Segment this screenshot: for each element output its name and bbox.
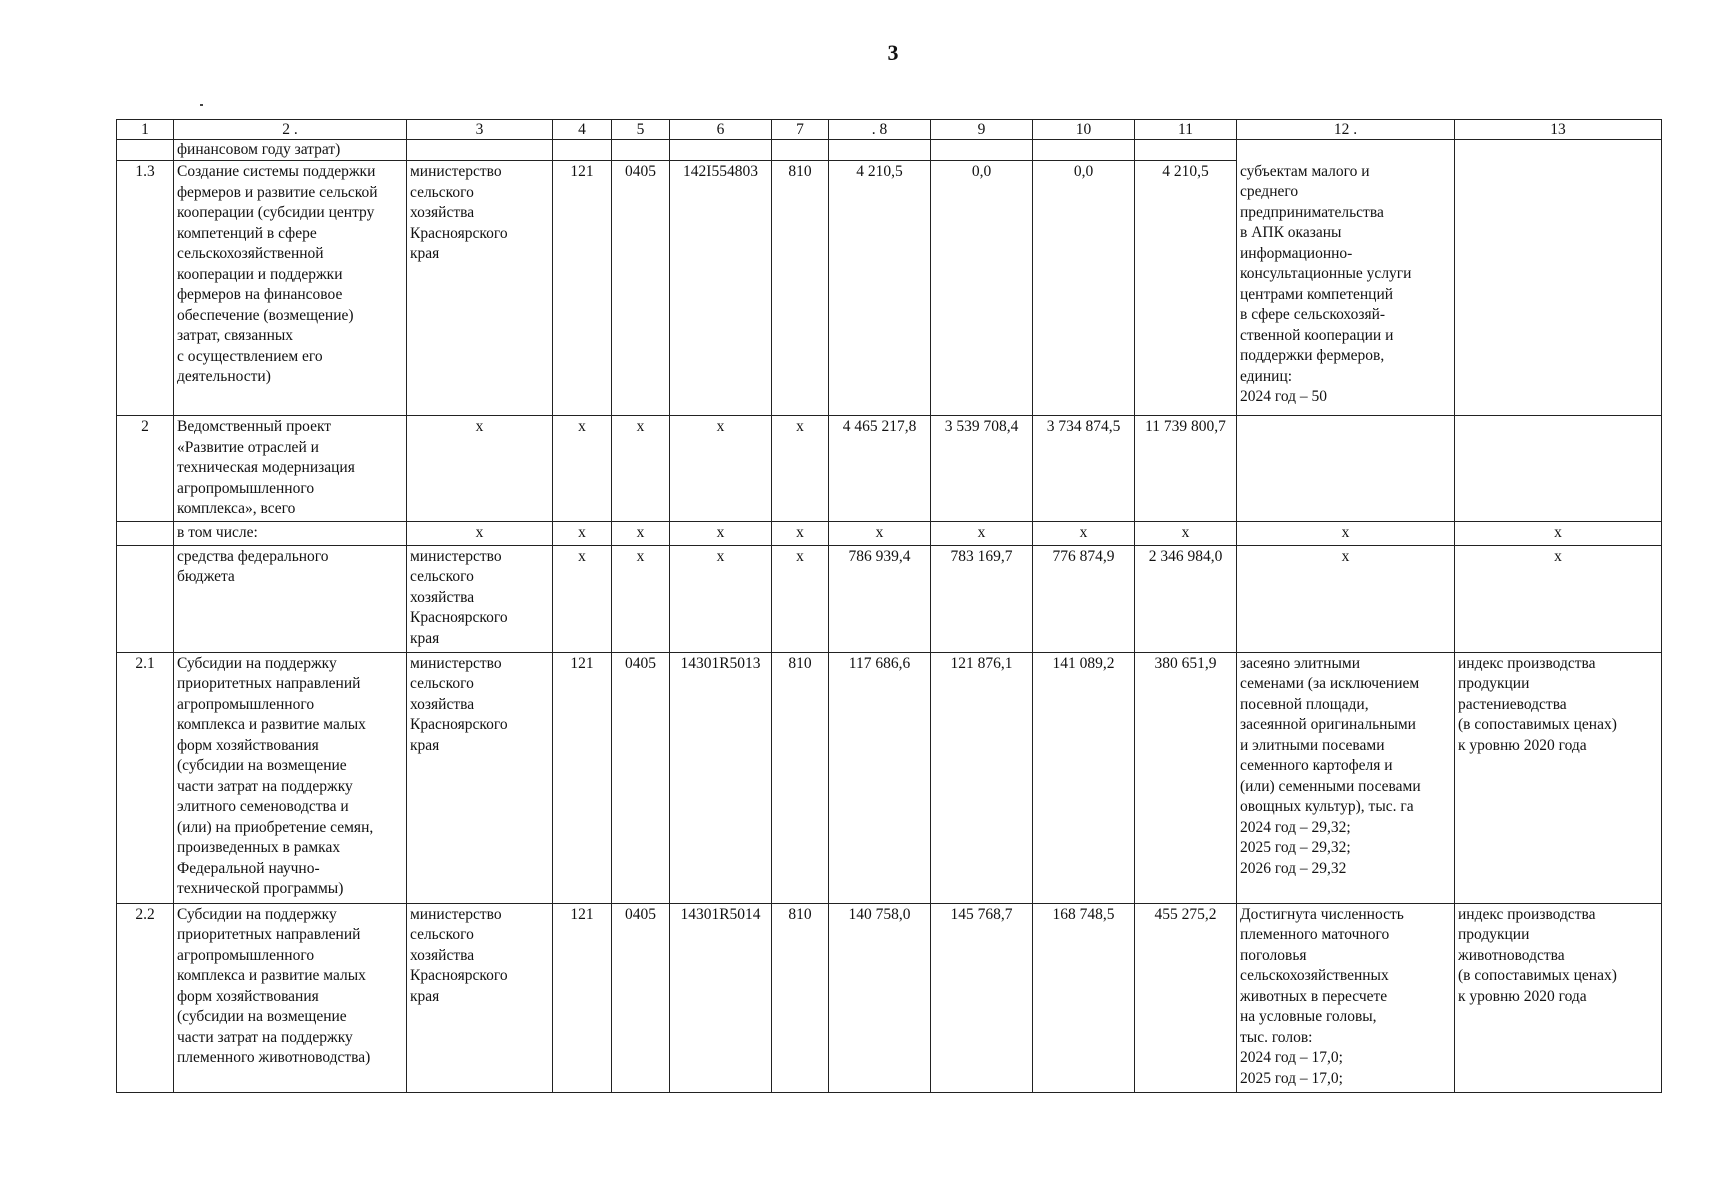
row-number: 2: [117, 416, 174, 522]
row-vr: х: [772, 545, 829, 652]
header-cell: 3: [407, 120, 553, 140]
row-executor: х: [407, 522, 553, 546]
row-amount-2024: 117 686,6: [829, 652, 931, 903]
header-cell: . 8: [829, 120, 931, 140]
row-result: Достигнута численность племенного маточного поголовья сельскохозяйственных животных в пересчете на условные головы, тыс. голов: 2024 год – 17,0; 2025 год – 17,0;: [1237, 903, 1455, 1092]
row-amount-2025: 783 169,7: [931, 545, 1033, 652]
row-amount-2026: 141 089,2: [1033, 652, 1135, 903]
row-number: [117, 545, 174, 652]
row-vr: [772, 140, 829, 161]
row-csr: х: [670, 416, 772, 522]
row-csr: 142I554803: [670, 161, 772, 416]
table-row: [117, 903, 1662, 1092]
column-number-row: [117, 120, 1662, 140]
row-csr: х: [670, 545, 772, 652]
row-amount-total: х: [1135, 522, 1237, 546]
table-row: [117, 161, 1662, 416]
header-cell: 4: [553, 120, 612, 140]
row-number: 2.1: [117, 652, 174, 903]
header-cell: 10: [1033, 120, 1135, 140]
row-vr: х: [772, 416, 829, 522]
row-gr: х: [553, 522, 612, 546]
row-vr: 810: [772, 652, 829, 903]
row-amount-2024: 4 465 217,8: [829, 416, 931, 522]
row-name: Создание системы поддержки фермеров и развитие сельской кооперации (субсидии центру компетенций в сфере сельскохозяйственной кооперации и поддержки фермеров на финансовое обеспечение (возмещение) затрат, связанных с осуществлением его деятельности): [174, 161, 407, 416]
row-gr: х: [553, 416, 612, 522]
row-executor: х: [407, 416, 553, 522]
row-amount-2026: 3 734 874,5: [1033, 416, 1135, 522]
row-amount-2024: [829, 140, 931, 161]
row-amount-total: 455 275,2: [1135, 903, 1237, 1092]
row-name: Ведомственный проект «Развитие отраслей и техническая модернизация агропромышленного комплекса», всего: [174, 416, 407, 522]
table-row: [117, 140, 1662, 161]
row-vr: 810: [772, 903, 829, 1092]
header-cell: 7: [772, 120, 829, 140]
row-gr: 121: [553, 903, 612, 1092]
header-cell: 12 .: [1237, 120, 1455, 140]
row-amount-2026: 168 748,5: [1033, 903, 1135, 1092]
row-rzpr: х: [612, 416, 670, 522]
header-cell: 5: [612, 120, 670, 140]
header-cell: 6: [670, 120, 772, 140]
row-amount-2025: 0,0: [931, 161, 1033, 416]
row-executor: министерство сельского хозяйства Красноярского края: [407, 545, 553, 652]
row-vr: 810: [772, 161, 829, 416]
table-row: [117, 522, 1662, 546]
row-name: Субсидии на поддержку приоритетных направлений агропромышленного комплекса и развитие малых форм хозяйствования (субсидии на возмещение части затрат на поддержку племенного животноводства): [174, 903, 407, 1092]
row-result: [1237, 140, 1455, 161]
row-executor: министерство сельского хозяйства Красноярского края: [407, 161, 553, 416]
row-amount-2025: [931, 140, 1033, 161]
row-gr: х: [553, 545, 612, 652]
table-row: [117, 545, 1662, 652]
row-amount-2024: 4 210,5: [829, 161, 931, 416]
row-result: х: [1237, 522, 1455, 546]
row-number: 1.3: [117, 161, 174, 416]
row-name: средства федерального бюджета: [174, 545, 407, 652]
row-rzpr: 0405: [612, 903, 670, 1092]
row-rzpr: 0405: [612, 161, 670, 416]
row-number: [117, 522, 174, 546]
row-csr: [670, 140, 772, 161]
row-result: х: [1237, 545, 1455, 652]
row-number: 2.2: [117, 903, 174, 1092]
row-amount-2024: х: [829, 522, 931, 546]
row-amount-2025: 3 539 708,4: [931, 416, 1033, 522]
row-csr: 14301R5013: [670, 652, 772, 903]
row-name: в том числе:: [174, 522, 407, 546]
row-rzpr: [612, 140, 670, 161]
row-amount-2026: [1033, 140, 1135, 161]
row-result: [1237, 416, 1455, 522]
row-vr: х: [772, 522, 829, 546]
row-executor: министерство сельского хозяйства Красноярского края: [407, 903, 553, 1092]
row-executor: министерство сельского хозяйства Красноярского края: [407, 652, 553, 903]
row-amount-2025: х: [931, 522, 1033, 546]
row-gr: 121: [553, 161, 612, 416]
header-cell: 13: [1455, 120, 1662, 140]
header-cell: 2 .: [174, 120, 407, 140]
row-amount-2026: 0,0: [1033, 161, 1135, 416]
row-executor: [407, 140, 553, 161]
row-amount-total: 4 210,5: [1135, 161, 1237, 416]
scan-speck: [200, 104, 203, 106]
header-cell: 9: [931, 120, 1033, 140]
page-number: 3: [887, 40, 899, 65]
row-result: субъектам малого и среднего предпринимательства в АПК оказаны информационно- консультационные услуги центрами компетенций в сфере сельскохозяй- ственной кооперации и поддержки фермеров, единиц: 2024 год – 50: [1237, 161, 1455, 416]
row-gr: [553, 140, 612, 161]
row-amount-2025: 121 876,1: [931, 652, 1033, 903]
row-name: финансовом году затрат): [174, 140, 407, 161]
row-csr: 14301R5014: [670, 903, 772, 1092]
header-cell: 1: [117, 120, 174, 140]
row-amount-total: 380 651,9: [1135, 652, 1237, 903]
row-indicator: х: [1455, 545, 1662, 652]
row-indicator: [1455, 140, 1662, 161]
row-indicator: индекс производства продукции растениеводства (в сопоставимых ценах) к уровню 2020 года: [1455, 652, 1662, 903]
row-gr: 121: [553, 652, 612, 903]
row-number: [117, 140, 174, 161]
row-amount-total: [1135, 140, 1237, 161]
row-rzpr: 0405: [612, 652, 670, 903]
row-indicator: индекс производства продукции животноводства (в сопоставимых ценах) к уровню 2020 года: [1455, 903, 1662, 1092]
row-amount-2024: 786 939,4: [829, 545, 931, 652]
row-amount-2026: 776 874,9: [1033, 545, 1135, 652]
row-indicator: [1455, 161, 1662, 416]
row-amount-total: 2 346 984,0: [1135, 545, 1237, 652]
row-amount-2024: 140 758,0: [829, 903, 931, 1092]
table-row: [117, 652, 1662, 903]
row-rzpr: х: [612, 545, 670, 652]
row-amount-2026: х: [1033, 522, 1135, 546]
row-name: Субсидии на поддержку приоритетных направлений агропромышленного комплекса и развитие малых форм хозяйствования (субсидии на возмещение части затрат на поддержку элитного семеноводства и (или) на приобретение семян, произведенных в рамках Федеральной научно- технической программы): [174, 652, 407, 903]
table-row: [117, 416, 1662, 522]
header-cell: 11: [1135, 120, 1237, 140]
row-rzpr: х: [612, 522, 670, 546]
budget-table: [116, 119, 1662, 1093]
row-csr: х: [670, 522, 772, 546]
row-amount-total: 11 739 800,7: [1135, 416, 1237, 522]
row-indicator: х: [1455, 522, 1662, 546]
row-indicator: [1455, 416, 1662, 522]
row-result: засеяно элитными семенами (за исключением посевной площади, засеянной оригинальными и элитными посевами семенного картофеля и (или) семенными посевами овощных культур), тыс. га 2024 год – 29,32; 2025 год – 29,32; 2026 год – 29,32: [1237, 652, 1455, 903]
row-amount-2025: 145 768,7: [931, 903, 1033, 1092]
